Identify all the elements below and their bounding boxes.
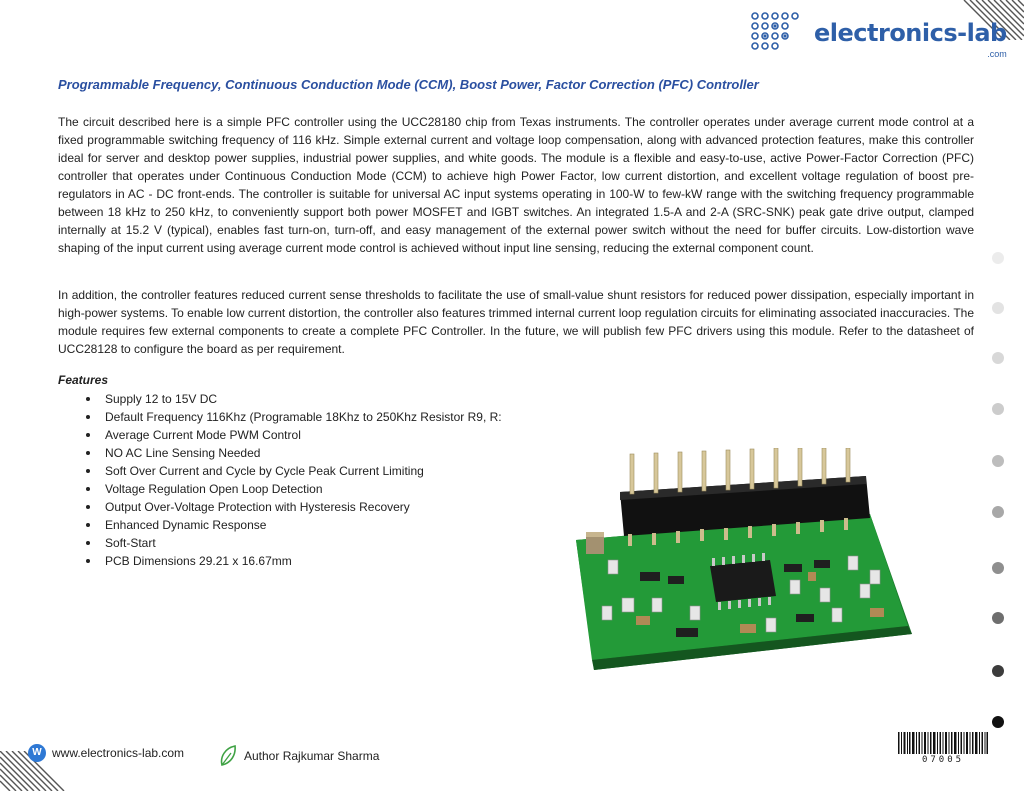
feature-item: Supply 12 to 15V DC: [58, 390, 508, 408]
side-decoration-dots: [988, 250, 1008, 730]
intro-paragraph: The circuit described here is a simple PFC controller using the UCC28180 chip from Texas instruments. The controller operates under average current mode control at a fixed programmable switching frequency of 116 kHz. Simple external current and voltage loop compensation, along with advanced protection features, make this controller ideal for server and desktop power supplies, industrial power supplies, and white goods. The module is a flexible and easy-to-use, active Power-Factor Correction (PFC) controller that operates under Continuous Conduction Mode (CCM) to achieve high Power Factor, low current distortion, and excellent voltage regulation of boost pre-regulators in AC - DC front-ends. The controller is suitable for universal AC input systems operating in 100-W to few-kW range with the switching frequency programmable between 18 kHz to 250 kHz, to conveniently support both power MOSFET and IGBT switches. An integrated 1.5-A and 2-A (SRC-SNK) peak gate drive output, clamped internally at 15.2 V (typical), enables fast turn-on, turn-off, and easy management of the external power switch without the need for buffer circuits. Low-distortion wave shaping of the input current using average current mode control is achieved without input line sensing, reducing the external component count.: [58, 115, 974, 255]
footer-author: [218, 744, 379, 768]
feature-item: Voltage Regulation Open Loop Detection: [58, 480, 508, 498]
feature-item: PCB Dimensions 29.21 x 16.67mm: [58, 552, 508, 570]
feature-item: Average Current Mode PWM Control: [58, 426, 508, 444]
features-list: [58, 390, 508, 570]
electronics-lab-logo[interactable]: [748, 10, 1007, 59]
globe-w-icon: W: [28, 744, 46, 762]
website-text: www.electronics-lab.com: [52, 746, 185, 760]
feature-item: Enhanced Dynamic Response: [58, 516, 508, 534]
feature-item: Output Over-Voltage Protection with Hysteresis Recovery: [58, 498, 508, 516]
barcode-number: 07005: [921, 755, 965, 765]
pcb-module-image: [570, 448, 915, 680]
feature-item: Soft Over Current and Cycle by Cycle Peak Current Limiting: [58, 462, 508, 480]
dot-grid-logo-icon: [748, 10, 806, 56]
barcode-icon: [898, 732, 988, 754]
author-text: Author Rajkumar Sharma: [244, 749, 380, 763]
feature-item: NO AC Line Sensing Needed: [58, 444, 508, 462]
details-paragraph: In addition, the controller features reduced current sense thresholds to facilitate the use of small-value shunt resistors for reduced power dissipation, especially important in high-power systems. To enable low current distortion, the controller also features trimmed internal current loop regulation circuits for eliminating associated inaccuracies. The module requires few external components to create a complete PFC Controller. In the future, we will publish few PFC drivers using this module. Refer to the datasheet of UCC28128 to configure the board as per requirement.: [58, 288, 974, 356]
document-title: Programmable Frequency, Continuous Conduction Mode (CCM), Boost Power, Factor Correction (PFC) Controller: [58, 77, 759, 92]
barcode: [898, 732, 988, 765]
footer-website-link[interactable]: [28, 744, 184, 762]
features-heading: Features: [58, 373, 109, 387]
leaf-outline-icon: [218, 744, 238, 768]
feature-item: Soft-Start: [58, 534, 508, 552]
feature-item: Default Frequency 116Khz (Programable 18Khz to 250Khz Resistor R9, R:: [58, 408, 508, 426]
logo-brand-text: electronics-lab: [814, 19, 1007, 47]
logo-suffix-text: .com: [987, 49, 1007, 59]
